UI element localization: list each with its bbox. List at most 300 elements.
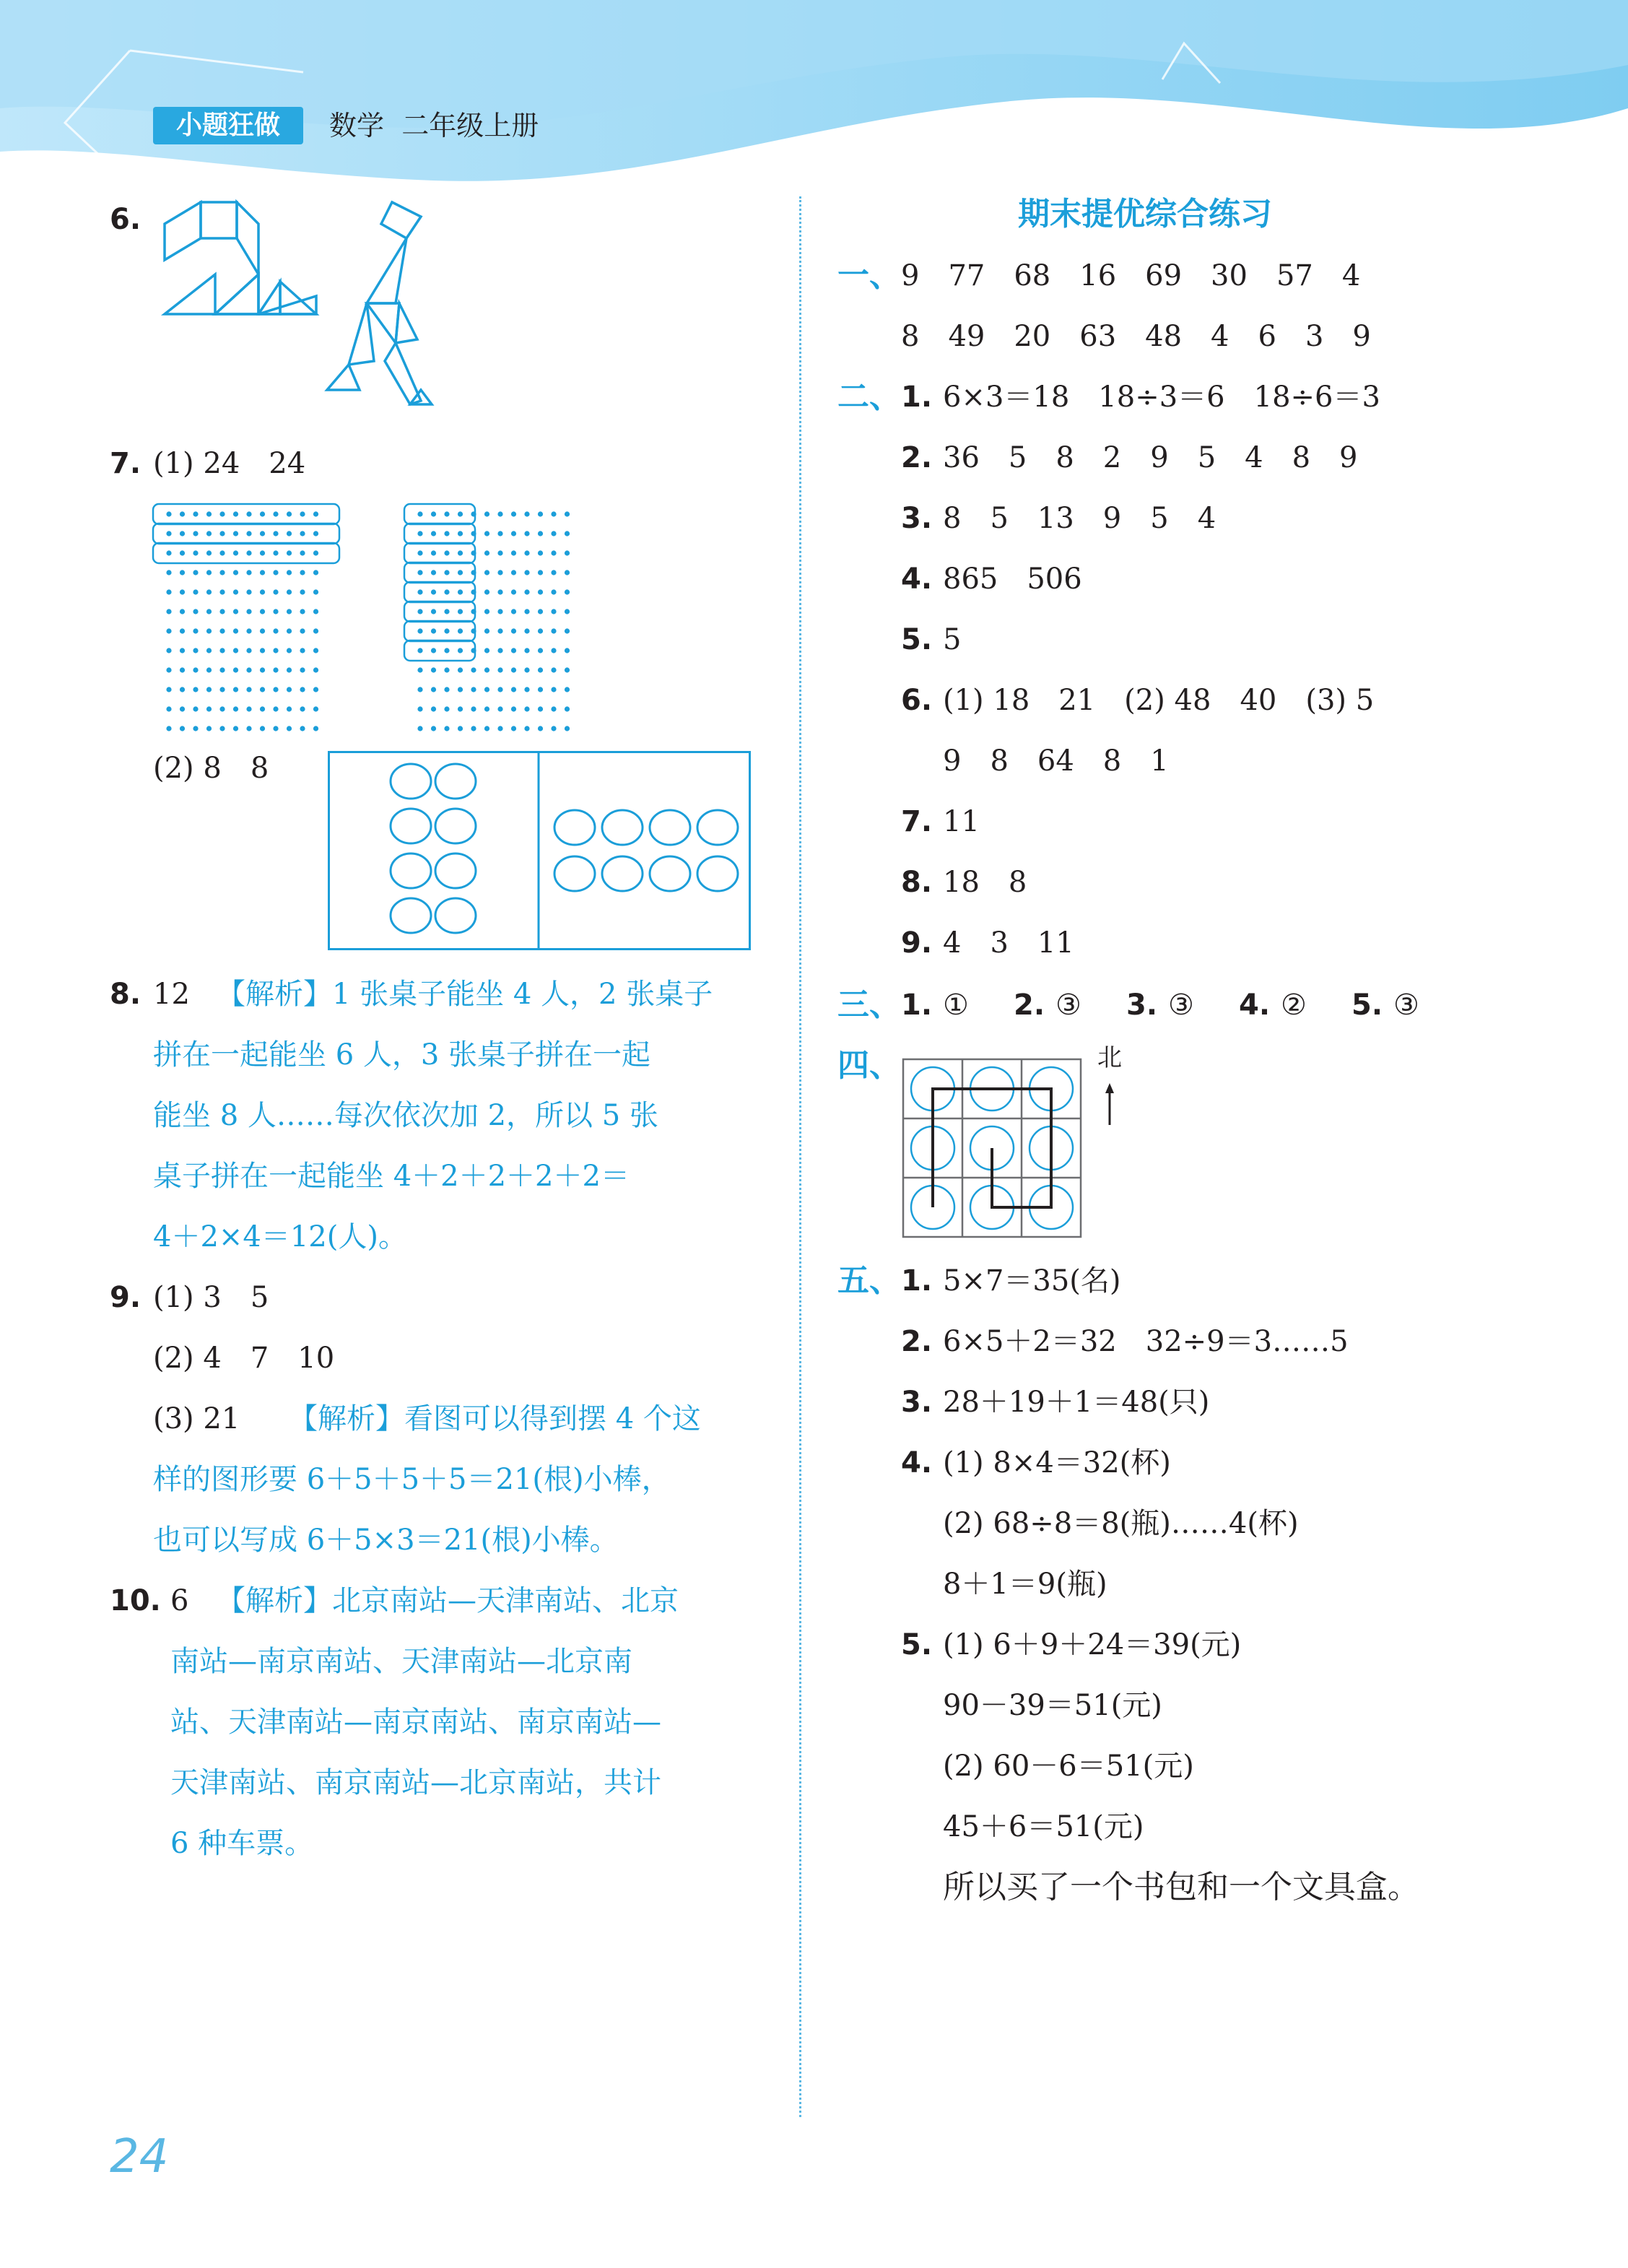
dot [431,648,436,653]
dot [206,511,212,516]
circle-left-group [391,898,431,933]
dot [458,609,463,614]
dot [300,687,305,692]
section3-item-answer: ① [943,989,969,1022]
dot [260,648,265,653]
dot [300,667,305,672]
dot [511,531,516,536]
dot [458,706,463,711]
dot [193,687,198,692]
dot [166,570,171,575]
q8-number: 8. [110,978,142,1011]
dot [458,550,463,555]
dot [193,531,198,536]
dot [313,628,318,633]
dot [246,589,251,594]
dot [538,628,543,633]
section5-item-text: 5×7＝35(名) [943,1264,1121,1298]
dot [287,706,292,711]
dot [166,589,171,594]
dot [219,589,225,594]
q9-number: 9. [110,1281,142,1314]
section2-item-number: 3. [901,502,933,535]
dot [551,687,556,692]
dot [417,687,422,692]
dot-group-column [404,543,475,563]
dot [300,570,305,575]
dot [300,511,305,516]
section5-item-text: (1) 8×4＝32(杯) [943,1446,1171,1480]
dot [458,628,463,633]
dot [524,706,529,711]
dot [538,550,543,555]
dot [471,706,476,711]
dot [300,726,305,731]
dot [511,628,516,633]
dot [497,609,502,614]
dot [219,628,225,633]
section2-item-number: 4. [901,562,933,596]
dot [511,550,516,555]
dot-group-column [404,621,475,641]
subject: 数学 [329,110,385,142]
dot [431,531,436,536]
dot [471,687,476,692]
dot [313,687,318,692]
dot [246,687,251,692]
section3-item-number: 2. [1014,989,1045,1022]
dot [273,628,278,633]
dot [180,531,185,536]
section2-item-answer: 4 3 11 [943,926,1074,960]
dot [565,589,570,594]
dot [565,531,570,536]
dot [287,550,292,555]
dot [565,550,570,555]
dot [300,628,305,633]
q9-explanation-line: 样的图形要 6＋5＋5＋5＝21(根)小棒， [153,1463,671,1496]
dot [524,648,529,653]
dot [166,628,171,633]
section2-item-number: 9. [901,926,933,960]
q6-number: 6. [110,203,142,236]
dot [565,687,570,692]
dot [300,589,305,594]
dot [431,706,436,711]
dot [260,667,265,672]
section3-item-number: 5. [1351,989,1383,1022]
dot [417,628,422,633]
section5-label: 五、 [837,1262,901,1299]
dot [444,511,449,516]
dot [287,667,292,672]
dot [180,687,185,692]
dot [166,726,171,731]
section3-item-answer: ② [1281,989,1307,1022]
dot [431,511,436,516]
dot [538,726,543,731]
dot [246,609,251,614]
dot [287,570,292,575]
dot [260,609,265,614]
circle-left-group [391,764,431,799]
dot [565,648,570,653]
q10-explanation-line: 天津南站、南京南站—北京南站，共计 [170,1766,661,1799]
dot [219,570,225,575]
dot [193,511,198,516]
section4-grid-path-diagram [902,1059,1083,1239]
dot [219,550,225,555]
section1-answers-line2: 8 49 20 63 48 4 6 3 9 [901,320,1371,353]
dot [166,609,171,614]
dot [233,531,238,536]
q10-explanation-line: 【解析】北京南站—天津南站、北京 [217,1584,679,1617]
dot [565,726,570,731]
dot [193,726,198,731]
dot [538,531,543,536]
section2-item-answer: 11 [943,805,980,838]
section4-label: 四、 [837,1047,901,1084]
dot [497,726,502,731]
section2-label: 二、 [837,378,901,415]
dot-group-column [404,523,475,544]
dot [551,726,556,731]
section5-item-text: 8＋1＝9(瓶) [943,1568,1107,1601]
dot [417,550,422,555]
section2-item-answer: 865 506 [943,562,1082,596]
dot [206,648,212,653]
section3-item-answer: ③ [1168,989,1194,1022]
dot [565,628,570,633]
dot [511,511,516,516]
section-title: 期末提优综合练习 [1018,196,1272,233]
dot [431,570,436,575]
dot [551,570,556,575]
circle-left-group [435,764,476,799]
q9-explanation-line: 也可以写成 6＋5×3＝21(根)小棒。 [153,1524,619,1557]
dot [180,609,185,614]
q7-part1: (1) 24 24 [153,447,306,480]
dot [458,511,463,516]
dot [551,589,556,594]
q9-part1: (1) 3 5 [153,1281,269,1314]
dot [287,531,292,536]
dot [484,511,489,516]
dot [166,550,171,555]
dot-group-column [404,640,475,661]
dot [565,609,570,614]
book-series-badge: 小题狂做 [153,107,303,144]
dot [444,687,449,692]
dot [497,628,502,633]
dot [193,550,198,555]
section2-item-answer: 9 8 64 8 1 [943,744,1169,778]
dot [511,570,516,575]
dot [431,589,436,594]
dot [313,648,318,653]
dot [524,609,529,614]
dot [313,511,318,516]
q9-explanation-line: 【解析】看图可以得到摆 4 个这 [289,1402,701,1435]
dot [511,589,516,594]
dot [431,609,436,614]
dot [260,511,265,516]
dot [260,570,265,575]
dot [538,648,543,653]
dot [431,550,436,555]
dot [417,589,422,594]
dot [524,687,529,692]
dot [431,667,436,672]
section5-item-number: 5. [901,1628,933,1661]
dot [417,531,422,536]
circle-right-group [650,856,690,891]
dot [219,648,225,653]
dot [444,589,449,594]
circle-right-group [554,810,595,845]
section5-item-text: (2) 68÷8＝8(瓶)……4(杯) [943,1507,1299,1540]
dot [246,628,251,633]
dot [431,628,436,633]
dot [313,667,318,672]
dot [166,511,171,516]
dot-group-column [404,504,475,524]
dot [206,570,212,575]
dot [233,589,238,594]
q7-number: 7. [110,447,142,480]
column-divider [799,196,801,2117]
dot [246,726,251,731]
dot [206,589,212,594]
dot [484,648,489,653]
dot [511,726,516,731]
dot [219,667,225,672]
section2-item-answer: 5 [943,623,962,656]
q8-explanation-line: 4＋2×4＝12(人)。 [153,1220,407,1254]
dot [287,511,292,516]
dot-group-column [404,582,475,602]
dot [417,609,422,614]
dot [444,706,449,711]
dot [551,706,556,711]
dot [431,687,436,692]
dot [417,648,422,653]
dot [246,550,251,555]
section5-item-number: 3. [901,1386,933,1419]
circle-left-group [435,809,476,843]
dot [417,511,422,516]
section2-item-answer: 18 8 [943,866,1027,899]
dot [273,589,278,594]
dot [565,667,570,672]
dot [300,531,305,536]
dot [538,687,543,692]
dot [565,570,570,575]
dot [193,648,198,653]
dot [444,726,449,731]
dot [458,648,463,653]
section2-item-number: 5. [901,623,933,656]
dot [180,570,185,575]
dot [287,589,292,594]
page-number: 24 [110,2130,169,2184]
dot-group-column [404,562,475,583]
q8-answer: 12 [153,978,190,1011]
dot [287,628,292,633]
circle-left-group [435,853,476,888]
circle-left-group [391,853,431,888]
section3-item-number: 3. [1126,989,1158,1022]
q8-explanation-line: 拼在一起能坐 6 人，3 张桌子拼在一起 [153,1038,651,1072]
dot [246,570,251,575]
section2-item-number: 6. [901,684,933,717]
section2-item-number: 7. [901,805,933,838]
dot [417,667,422,672]
dot [551,628,556,633]
dot [246,511,251,516]
q7-circle-groups-diagram [328,751,751,950]
dot [233,667,238,672]
section5-item-text: 所以买了一个书包和一个文具盒。 [943,1869,1419,1906]
dot [206,706,212,711]
north-arrow-icon [1099,1083,1120,1126]
dot [458,687,463,692]
dot [444,531,449,536]
dot [287,726,292,731]
circle-right-group [650,810,690,845]
dot [444,550,449,555]
dot [166,531,171,536]
dot [458,667,463,672]
dot [233,550,238,555]
dot [180,550,185,555]
dot [313,531,318,536]
dot [538,511,543,516]
dot [193,589,198,594]
section5-item-text: 28＋19＋1＝48(只) [943,1386,1210,1419]
dot [538,589,543,594]
dot [497,570,502,575]
dot [444,609,449,614]
north-label: 北 [1097,1043,1122,1072]
section2-item-answer: 8 5 13 9 5 4 [943,502,1216,535]
dot [551,609,556,614]
dot [497,687,502,692]
dot [166,706,171,711]
dot [206,628,212,633]
dot [511,609,516,614]
dot [193,667,198,672]
dot [497,511,502,516]
dot [233,648,238,653]
section5-item-number: 4. [901,1446,933,1480]
grade: 二年级上册 [401,110,539,142]
dot [484,687,489,692]
section3-item-number: 1. [901,989,933,1022]
dot [313,706,318,711]
q10-number: 10. [110,1584,161,1617]
dot [497,648,502,653]
dot [444,648,449,653]
dot [417,570,422,575]
dot [300,550,305,555]
dot [287,687,292,692]
dot [313,589,318,594]
q9-part2: (2) 4 7 10 [153,1342,335,1375]
dot [287,648,292,653]
dot [180,628,185,633]
section2-item-answer: 6×3＝18 18÷3＝6 18÷6＝3 [943,381,1380,414]
dot [551,667,556,672]
dot [233,570,238,575]
dot [484,667,489,672]
dot [260,706,265,711]
section5-item-number: 2. [901,1325,933,1358]
dot [180,706,185,711]
dot [444,667,449,672]
dot [233,726,238,731]
dot [273,609,278,614]
circle-left-group [391,809,431,843]
dot [484,570,489,575]
section5-item-text: 90－39＝51(元) [943,1689,1162,1722]
section5-item-text: (1) 6＋9＋24＝39(元) [943,1628,1242,1661]
dot [565,511,570,516]
circle-left-group [435,898,476,933]
dot [497,550,502,555]
q10-explanation-line: 站、天津南站—南京南站、南京南站— [170,1706,661,1739]
dot [538,667,543,672]
dot [444,628,449,633]
dot [300,609,305,614]
circle-right-group [602,810,643,845]
dot-group-column [404,601,475,622]
dot [180,667,185,672]
dot [260,628,265,633]
dot [273,511,278,516]
dot [273,531,278,536]
dot [193,570,198,575]
dot [193,609,198,614]
section1-answers-line1: 9 77 68 16 69 30 57 4 [901,259,1361,292]
section5-item-number: 1. [901,1264,933,1298]
section2-item-answer: (1) 18 21 (2) 48 40 (3) 5 [943,684,1375,717]
dot [180,648,185,653]
dot [524,531,529,536]
dot [524,628,529,633]
dot [166,648,171,653]
section2-item-answer: 36 5 8 2 9 5 4 8 9 [943,441,1358,474]
dot [484,726,489,731]
dot [260,589,265,594]
dot [417,706,422,711]
dot [458,726,463,731]
dot [233,687,238,692]
dot [260,687,265,692]
q8-explanation-line: 【解析】1 张桌子能坐 4 人，2 张桌子 [217,978,713,1011]
dot [166,687,171,692]
dot [524,570,529,575]
dot [287,609,292,614]
section5-item-text: (2) 60－6＝51(元) [943,1750,1194,1783]
page-header [0,0,1628,217]
dot [273,687,278,692]
dot [497,589,502,594]
dot [458,570,463,575]
section5-item-text: 6×5＋2＝32 32÷9＝3……5 [943,1325,1349,1358]
dot [511,687,516,692]
subject-grade [329,107,539,144]
